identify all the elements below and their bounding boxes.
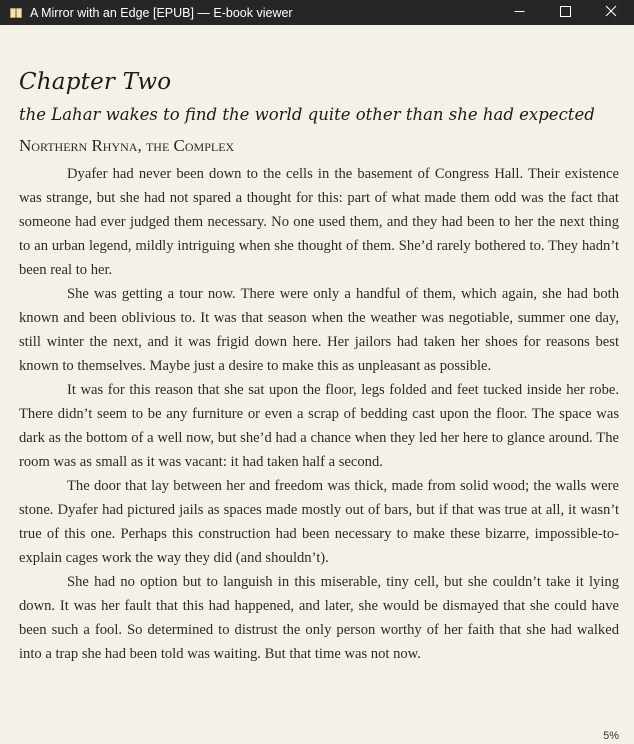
paragraph: She had no option but to languish in this miserable, tiny cell, but she couldn’t take it lying down. It was her fault that this had happened, and later, she would be dismayed that she could have been such a fool. So determined to distrust the only person worthy of her faith that she had walked into a trap she had been told was waiting. But that time was not now. <box>19 574 619 662</box>
window-title: A Mirror with an Edge [EPUB] — E-book viewer <box>30 5 293 20</box>
maximize-button[interactable] <box>542 0 588 25</box>
book-icon <box>8 5 24 21</box>
window-controls <box>496 0 634 25</box>
close-icon <box>605 4 617 22</box>
paragraph: Dyafer had never been down to the cells in the basement of Congress Hall. Their existence was strange, but she had not spared a thought for this: part of what made them odd was the fact that someone had ever judged them necessary. No one used them, and they had been to her the next thing to an urban legend, mildly intriguing when she thought of them. She’d rarely bothered to. They hadn’t been real to her. <box>19 166 619 278</box>
location-heading: Northern Rhyna, the Complex <box>19 136 235 155</box>
paragraph: The door that lay between her and freedom was thick, made from solid wood; the walls were stone. Dyafer had pictured jails as spaces made mostly out of bars, but if that was true at all, it wasn’t true of this one. Perhaps this construction had been necessary to make these bizarre, impossible-to-explain cages work the way they did (and shouldn’t). <box>19 478 619 566</box>
reading-progress: 5% <box>603 730 619 742</box>
minimize-button[interactable] <box>496 0 542 25</box>
title-bar[interactable] <box>0 0 634 25</box>
reader-view[interactable] <box>0 25 634 744</box>
maximize-icon <box>560 4 571 22</box>
paragraph: It was for this reason that she sat upon the floor, legs folded and feet tucked inside her robe. There didn’t seem to be any furniture or even a scrap of bedding cast upon the floor. The space was dark as the bottom of a well now, but she’d had a chance when they led her here to glance around. The room was as small as it was vacant: it had taken half a second. <box>19 382 619 470</box>
chapter-subtitle: the Lahar wakes to find the world quite other than she had expected <box>19 105 595 124</box>
paragraph: She was getting a tour now. There were only a handful of them, which again, she had both known and been oblivious to. It was that season when the weather was negotiable, summer one day, still winter the next, and it was frigid down here. Her jailors had taken her shoes for reasons best known to themselves. Maybe just a desire to make this as unpleasant as possible. <box>19 286 619 374</box>
book-page <box>19 69 619 666</box>
chapter-title: Chapter Two <box>19 69 172 95</box>
close-button[interactable] <box>588 0 634 25</box>
minimize-icon <box>514 4 525 22</box>
